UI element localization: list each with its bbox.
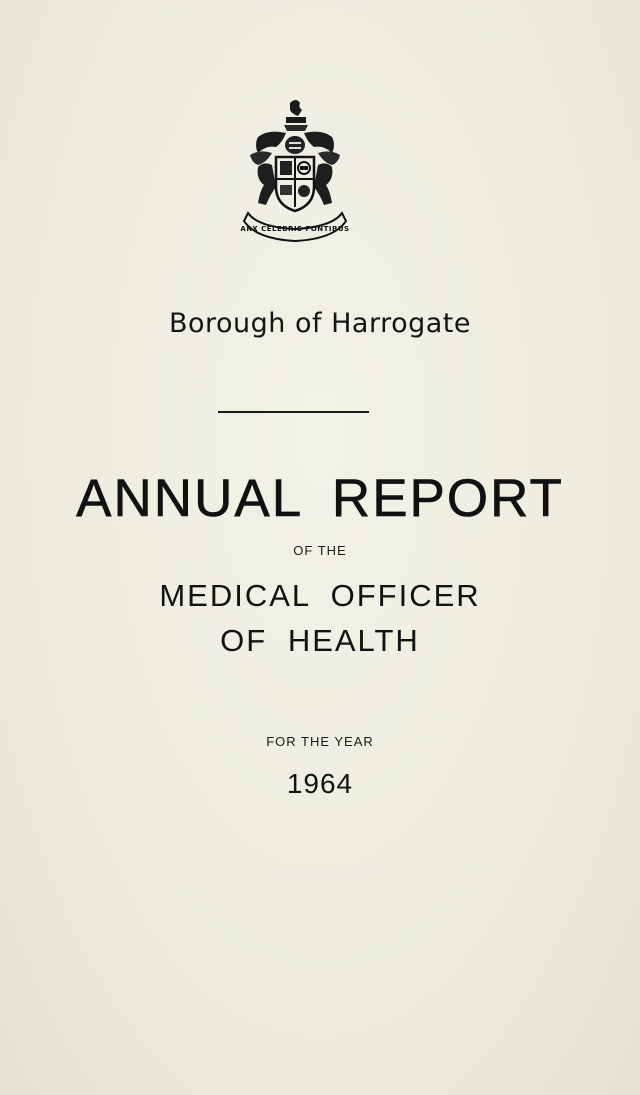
subtitle-line-2: OF HEALTH (220, 623, 420, 658)
report-title: ANNUAL REPORT (76, 469, 564, 528)
subtitle-line-1: MEDICAL OFFICER (159, 578, 481, 613)
motto-text: ARX CELEBRIS FONTIBUS (240, 225, 350, 233)
for-the-year-label: FOR THE YEAR (266, 734, 374, 749)
coat-of-arms-icon (240, 95, 350, 245)
of-the-label: OF THE (293, 543, 347, 558)
report-year: 1964 (286, 768, 354, 799)
divider-rule (218, 411, 369, 413)
borough-name: Borough of Harrogate (168, 308, 471, 339)
